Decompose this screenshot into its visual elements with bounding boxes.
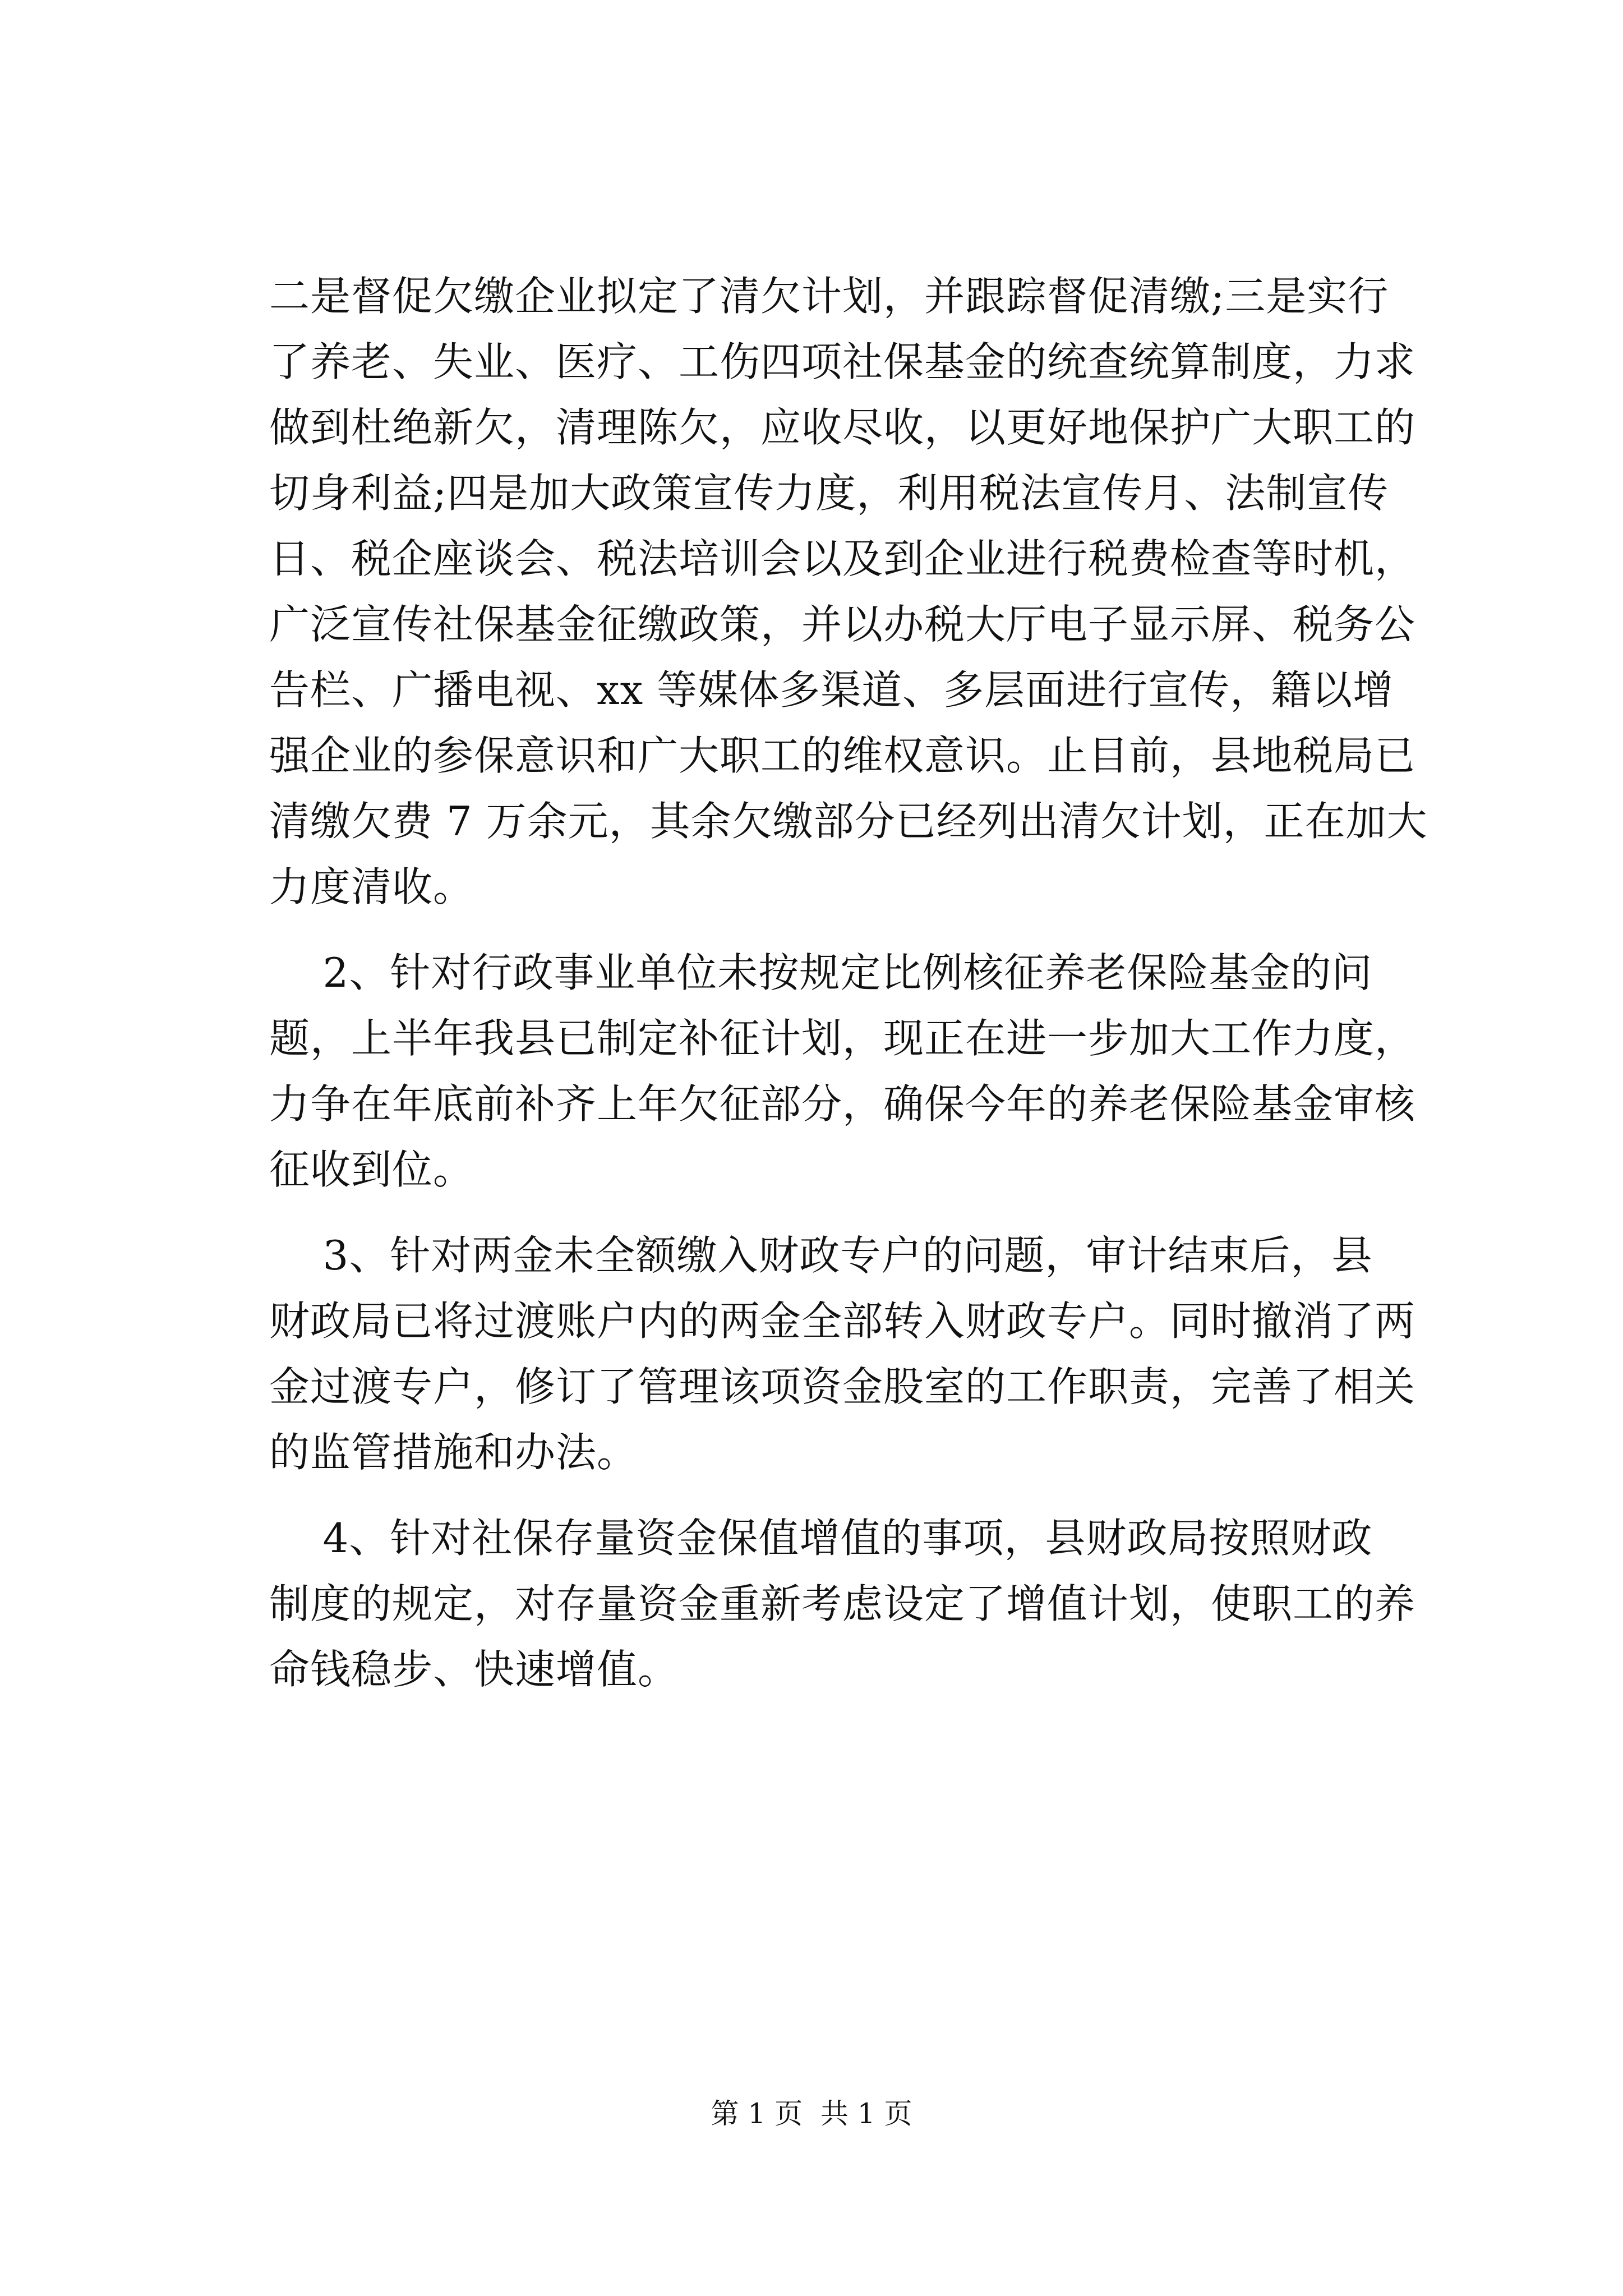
text-line: 强企业的参保意识和广大职工的维权意识。止目前，县地税局已 [269,732,1416,779]
text-line: 的监管措施和办法。 [269,1429,638,1476]
text-line: 清缴欠费 7 万余元，其余欠缴部分已经列出清欠计划，正在加大 [269,798,1428,845]
paragraph-3 [269,1223,1424,1485]
text-line: 制度的规定，对存量资金重新考虑设定了增值计划，使职工的养 [269,1580,1416,1627]
paragraph-spacer [269,920,1424,940]
text-line: 切身利益;四是加大政策宣传力度，利用税法宣传月、法制宣传 [269,470,1389,517]
paragraph-spacer [269,1203,1424,1223]
text-line: 了养老、失业、医疗、工伤四项社保基金的统查统算制度，力求 [269,338,1416,385]
text-line: 命钱稳步、快速增值。 [269,1646,679,1693]
text-line: 题，上半年我县已制定补征计划，现正在进一步加大工作力度， [269,1015,1416,1062]
text-line: 告栏、广播电视、xx 等媒体多渠道、多层面进行宣传，籍以增 [269,666,1394,714]
paragraph-1 [269,264,1428,920]
text-line: 二是督促欠缴企业拟定了清欠计划，并跟踪督促清缴;三是实行 [269,273,1389,320]
text-line: 做到杜绝新欠，清理陈欠，应收尽收，以更好地保护广大职工的 [269,404,1416,451]
text-line: 广泛宣传社保基金征缴政策，并以办税大厅电子显示屏、税务公 [269,601,1416,648]
page-number-footer: 第 1 页 共 1 页 [711,2097,912,2130]
text-line: 金过渡专户，修订了管理该项资金股室的工作职责，完善了相关 [269,1363,1416,1410]
text-line: 征收到位。 [269,1146,474,1193]
text-line: 力度清收。 [269,863,474,910]
text-line: 财政局已将过渡账户内的两金全部转入财政专户。同时撤消了两 [269,1297,1416,1345]
paragraph-2 [269,940,1424,1203]
text-line: 2、针对行政事业单位未按规定比例核征养老保险基金的问 [269,949,1373,996]
text-line: 力争在年底前补齐上年欠征部分，确保今年的养老保险基金审核 [269,1080,1416,1128]
document-body [269,264,1428,1703]
paragraph-spacer [269,1485,1424,1506]
text-line: 4、针对社保存量资金保值增值的事项，县财政局按照财政 [269,1515,1373,1562]
text-line: 日、税企座谈会、税法培训会以及到企业进行税费检查等时机， [269,535,1416,582]
text-line: 3、针对两金未全额缴入财政专户的问题，审计结束后，县 [269,1232,1373,1279]
paragraph-4 [269,1506,1424,1703]
